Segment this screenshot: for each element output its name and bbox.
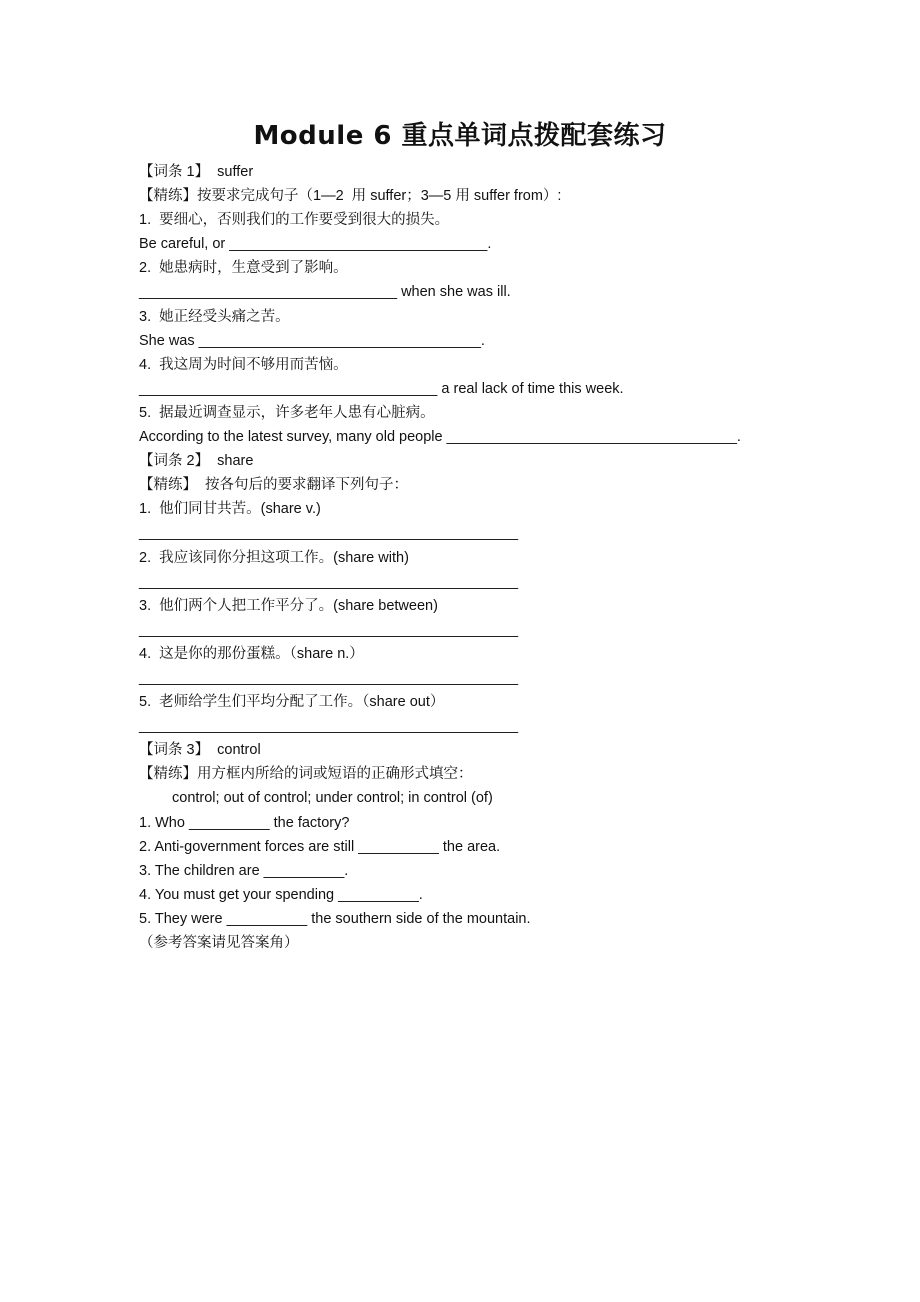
fill-blank-question: 4. You must get your spending __________.	[139, 886, 423, 903]
word-box-options: control; out of control; under control; in control (of)	[172, 790, 493, 807]
question-text: 5. 老师给学生们平均分配了工作。（share out）	[139, 694, 445, 711]
answer-blank-line: _______________________________________________	[139, 718, 519, 735]
question-text: 3. 她正经受头痛之苦。	[139, 308, 290, 325]
answer-blank-line: _______________________________________________	[139, 621, 519, 638]
answer-blank-line: Be careful, or ________________________________.	[139, 236, 492, 253]
fill-blank-question: 5. They were __________ the southern side of the mountain.	[139, 910, 531, 927]
answer-blank-line: _______________________________________________	[139, 669, 519, 686]
entry-1-heading: 【词条 1】 suffer	[139, 164, 254, 180]
question-text: 2. 我应该同你分担这项工作。(share with)	[139, 549, 409, 566]
fill-blank-question: 3. The children are __________.	[139, 862, 349, 879]
answer-blank-line: She was ___________________________________.	[139, 332, 485, 349]
entry-3-instruction: 【精练】用方框内所给的词或短语的正确形式填空：	[139, 766, 473, 783]
answer-blank-line: ________________________________ when she was ill.	[139, 284, 511, 301]
question-text: 1. 他们同甘共苦。(share v.)	[139, 501, 321, 518]
answer-blank-line: _______________________________________________	[139, 525, 519, 542]
answer-blank-line: According to the latest survey, many old people ____________________________________.	[139, 429, 741, 446]
entry-2-heading: 【词条 2】 share	[139, 453, 254, 470]
answer-blank-line: _____________________________________ a real lack of time this week.	[139, 380, 624, 397]
question-text: 1. 要细心，否则我们的工作要受到很大的损失。	[139, 212, 450, 229]
entry-1-instruction: 【精练】按要求完成句子（1—2 用 suffer；3—5 用 suffer from）:	[139, 188, 562, 205]
answer-reference-note: （参考答案请见答案角）	[139, 935, 299, 951]
question-text: 2. 她患病时，生意受到了影响。	[139, 260, 348, 277]
question-text: 5. 据最近调查显示，许多老年人患有心脏病。	[139, 404, 435, 421]
fill-blank-question: 2. Anti-government forces are still __________ the area.	[139, 838, 501, 855]
fill-blank-question: 1. Who __________ the factory?	[139, 814, 350, 831]
exercise-content	[139, 160, 859, 955]
answer-blank-line: _______________________________________________	[139, 573, 519, 590]
page-title: Module 6 重点单词点拨配套练习	[253, 121, 667, 151]
question-text: 3. 他们两个人把工作平分了。(share between)	[139, 597, 438, 614]
question-text: 4. 我这周为时间不够用而苦恼。	[139, 356, 348, 373]
entry-3-heading: 【词条 3】 control	[139, 742, 261, 759]
question-text: 4. 这是你的那份蛋糕。（share n.）	[139, 645, 364, 662]
entry-2-instruction: 【精练】 按各句后的要求翻译下列句子：	[139, 477, 409, 494]
